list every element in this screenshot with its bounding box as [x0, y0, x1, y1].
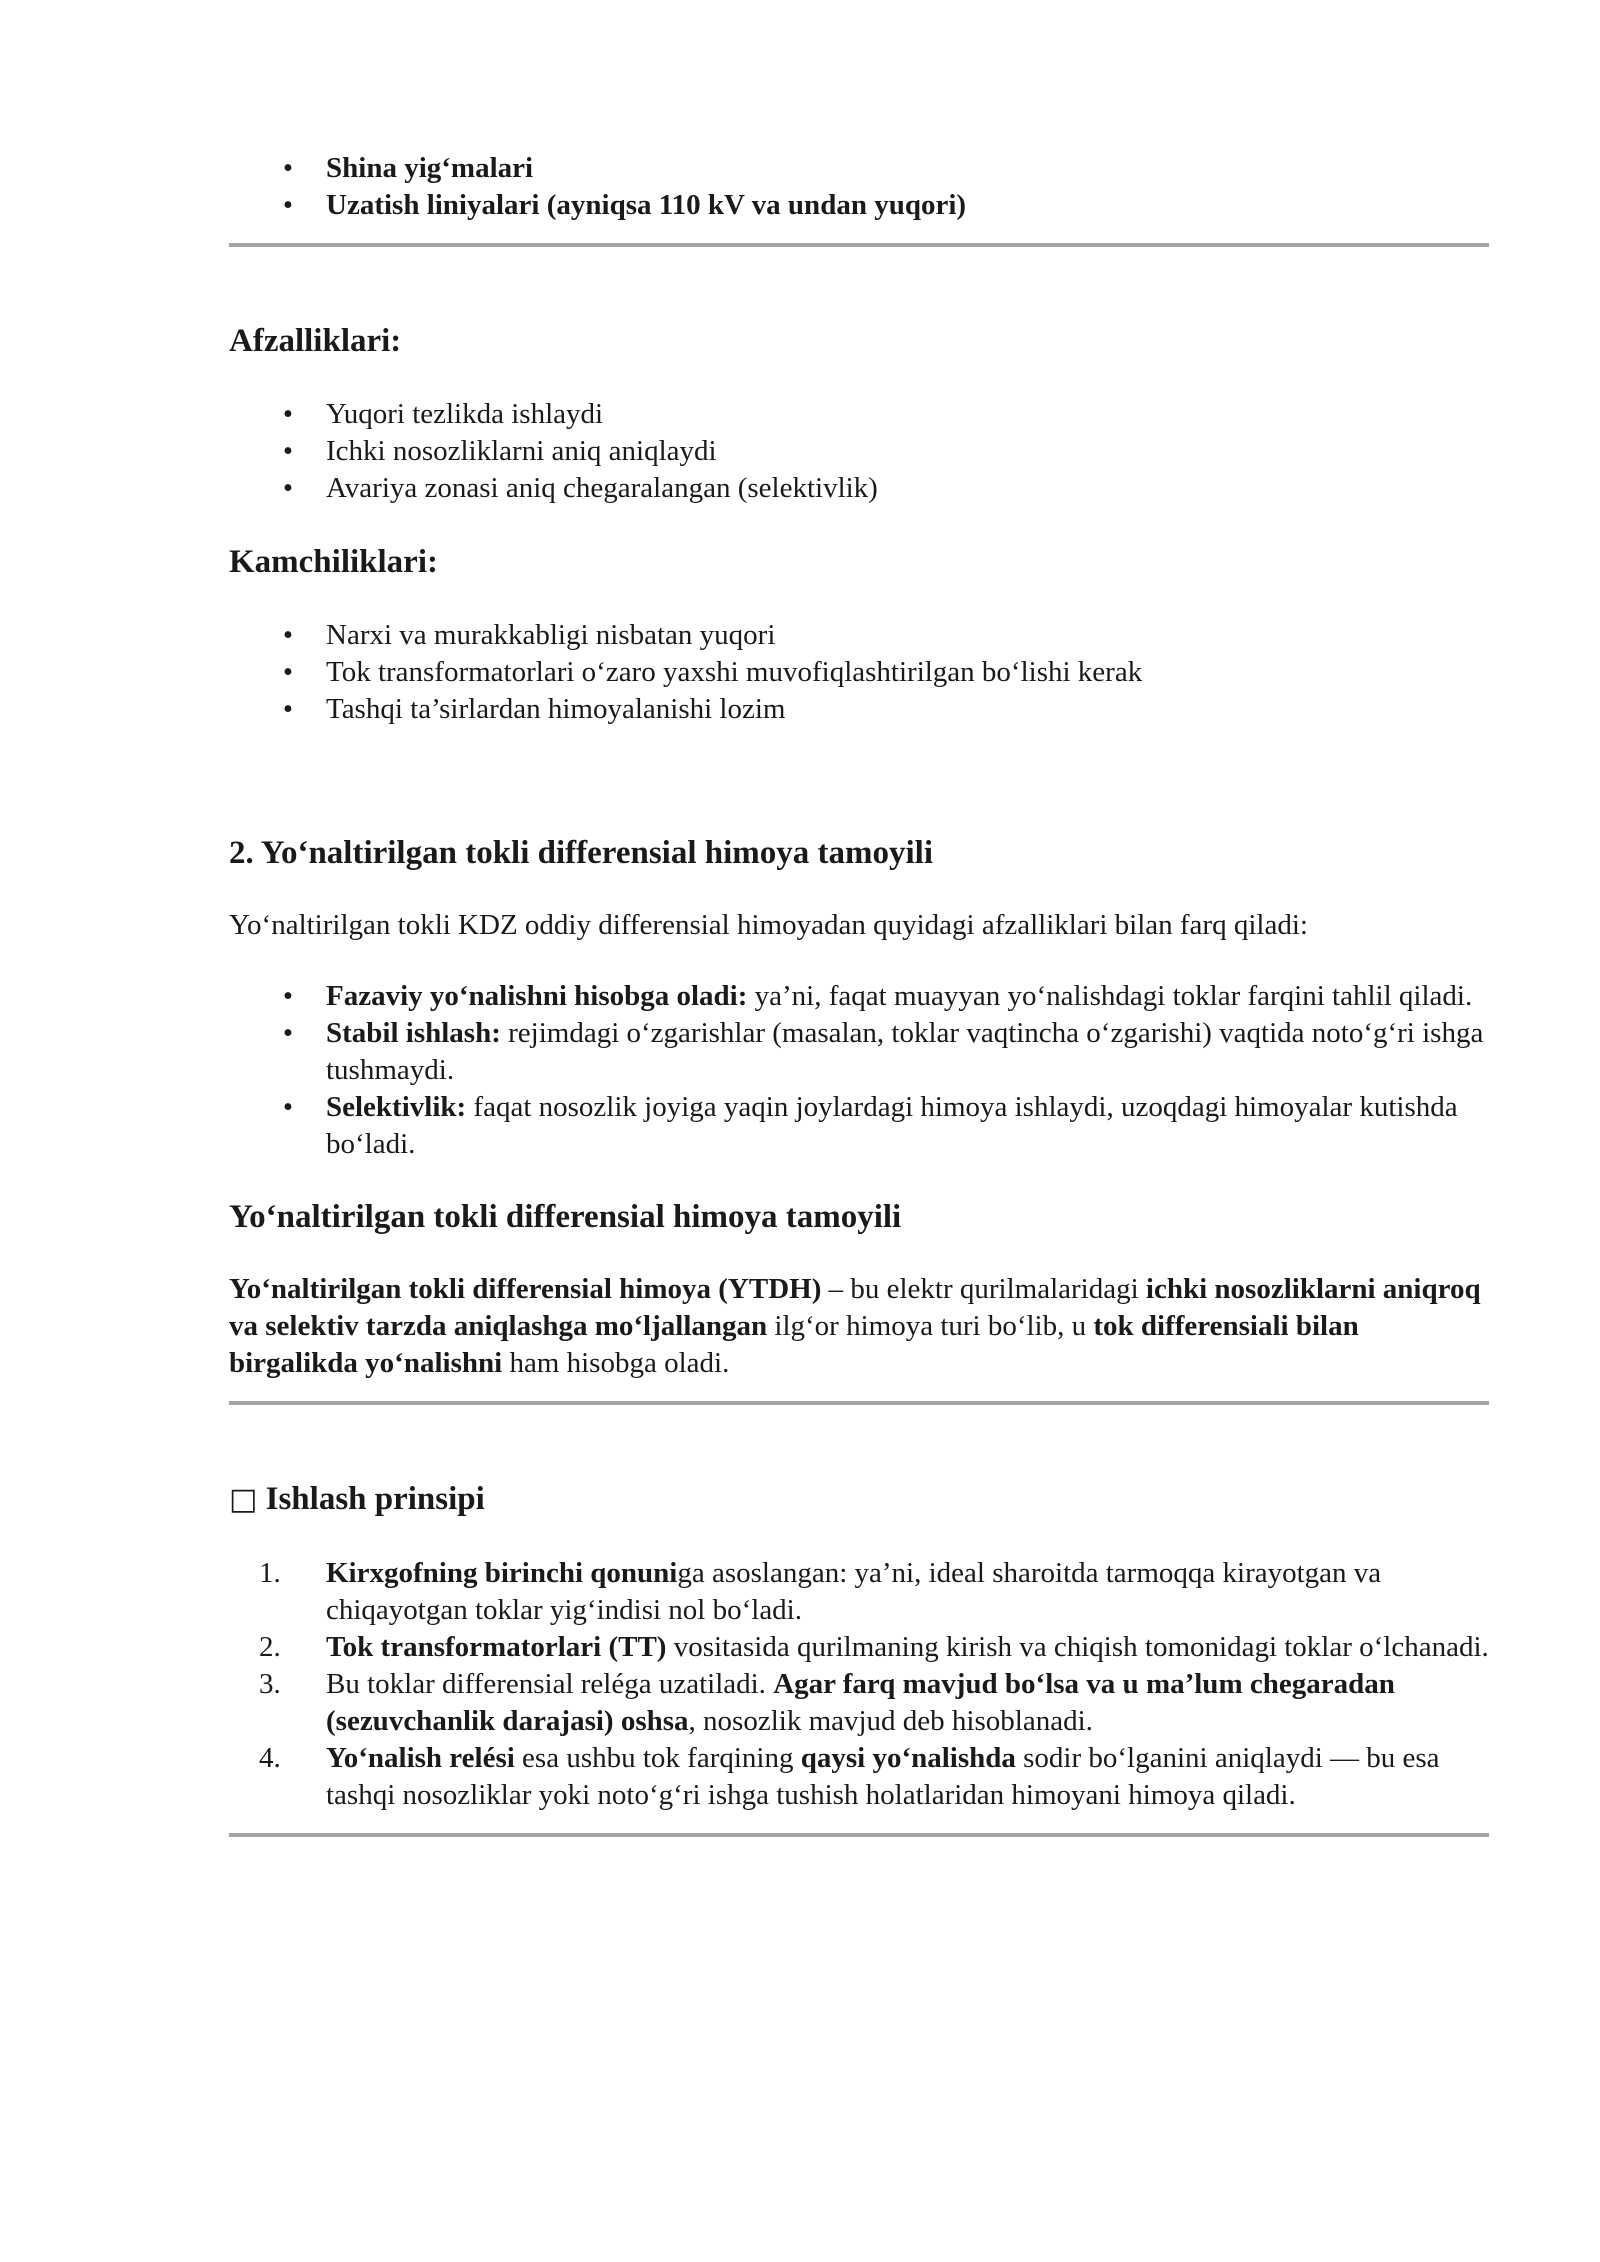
section3-heading: Yo‘naltirilgan tokli differensial himoya tamoyili [229, 1199, 902, 1235]
advantages-heading: Afzalliklari: [229, 323, 402, 359]
bullet-icon: • [282, 435, 294, 467]
bullet-icon: • [282, 656, 294, 688]
horizontal-rule [229, 243, 1489, 247]
bullet-icon: • [282, 152, 294, 184]
bullet-icon: • [282, 398, 294, 430]
list-item: • Avariya zonasi aniq chegaralangan (selektivlik) [229, 470, 1489, 507]
list-item: • Selektivlik: faqat nosozlik joyiga yaqin joylardagi himoya ishlaydi, uzoqdagi himoyalar kutishda bo‘ladi. [229, 1089, 1489, 1163]
list-item: • Uzatish liniyalari (ayniqsa 110 kV va undan yuqori) [229, 187, 1489, 224]
section3-paragraph: Yo‘naltirilgan tokli differensial himoya (YTDH) – bu elektr qurilmalaridagi ichki nosozliklarni aniqroq va selektiv tarzda aniqlashga mo‘ljallangan ilg‘or himoya turi bo‘lib, u tok differensiali bilan birgalikda yo‘nalishni ham hisobga oladi. [229, 1273, 1481, 1379]
list-item: • Tok transformatorlari o‘zaro yaxshi muvofiqlashtirilgan bo‘lishi kerak [229, 654, 1489, 691]
horizontal-rule [229, 1401, 1489, 1405]
list-item: • Yuqori tezlikda ishlaydi [229, 396, 1489, 433]
list-item: • Shina yig‘malari [229, 150, 1489, 187]
list-item: 2. Tok transformatorlari (TT) vositasida qurilmaning kirish va chiqish tomonidagi toklar o‘lchanadi. [259, 1631, 1489, 1663]
bullet-icon: • [282, 1017, 294, 1049]
list-item: • Tashqi ta’sirlardan himoyalanishi lozim [229, 691, 1489, 728]
list-item: 1. Kirxgofning birinchi qonuniga asoslangan: ya’ni, ideal sharoitda tarmoqqa kirayotgan va chiqayotgan toklar yig‘indisi nol bo‘ladi. [259, 1557, 1382, 1626]
list-item: 4. Yo‘nalish relési esa ushbu tok farqining qaysi yo‘nalishda sodir bo‘lganini aniqlaydi — bu esa tashqi nosozliklar yoki noto‘g‘ri ishga tushish holatlaridan himoyani himoya qiladi. [259, 1742, 1440, 1811]
bullet-icon: • [282, 472, 294, 504]
disadvantages-heading: Kamchiliklari: [229, 544, 438, 580]
section2-intro: Yo‘naltirilgan tokli KDZ oddiy differensial himoyadan quyidagi afzalliklari bilan farq qiladi: [229, 909, 1308, 941]
advantages-list [229, 396, 1489, 507]
bullet-icon: • [282, 1091, 294, 1123]
section4-heading: □ Ishlash prinsipi [229, 1481, 485, 1517]
list-item: • Ichki nosozliklarni aniq aniqlaydi [229, 433, 1489, 470]
horizontal-rule [229, 1833, 1489, 1837]
bullet-icon: • [282, 619, 294, 651]
disadvantages-list [229, 617, 1489, 728]
bullet-icon: • [282, 189, 294, 221]
bullet-icon: • [282, 693, 294, 725]
bullet-icon: • [282, 980, 294, 1012]
section2-list [229, 978, 1489, 1163]
list-item: • Stabil ishlash: rejimdagi o‘zgarishlar (masalan, toklar vaqtincha o‘zgarishi) vaqtida noto‘g‘ri ishga tushmaydi. [229, 1015, 1489, 1089]
section4-list [229, 1555, 1489, 1814]
document-page [229, 150, 1489, 1837]
list-item: 3. Bu toklar differensial reléga uzatiladi. Agar farq mavjud bo‘lsa va u ma’lum chegaradan (sezuvchanlik darajasi) oshsa, nosozlik mavjud deb hisoblanadi. [259, 1668, 1395, 1737]
section2-heading: 2. Yo‘naltirilgan tokli differensial himoya tamoyili [229, 835, 934, 871]
list-item: • Narxi va murakkabligi nisbatan yuqori [229, 617, 1489, 654]
placeholder-box-icon: □ [229, 1482, 258, 1517]
top-list [229, 150, 1489, 224]
list-item: • Fazaviy yo‘nalishni hisobga oladi: ya’ni, faqat muayyan yo‘nalishdagi toklar farqini tahlil qiladi. [229, 978, 1489, 1015]
